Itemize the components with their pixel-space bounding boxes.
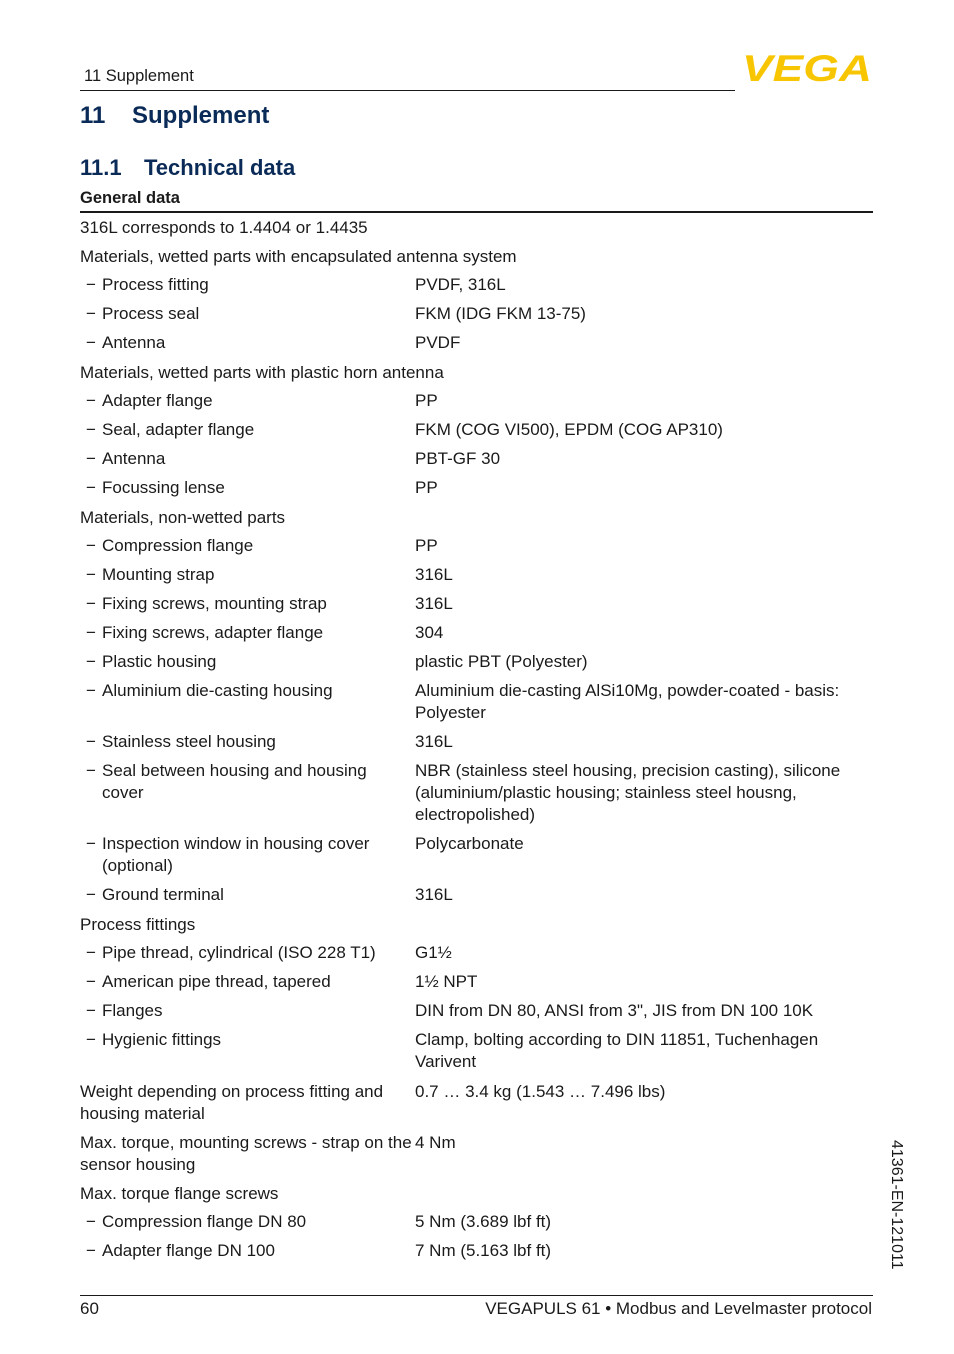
side-document-code [887,1140,907,1290]
row-label: Max. torque, mounting screws - strap on the sensor housing [80,1133,412,1174]
row-value: G1½ [415,943,452,962]
table-row [80,968,873,997]
row-value: PBT-GF 30 [415,449,501,468]
row-label [80,593,415,615]
table-group-row [80,1179,873,1208]
table-group-row [80,910,873,939]
group-label: Materials, non-wetted parts [80,508,286,527]
section-heading [80,155,295,181]
row-value: 1½ NPT [415,972,478,991]
row-value: Aluminium die-casting AlSi10Mg, powder-coated - basis: Polyester [415,681,840,722]
chapter-number: 11 [80,102,106,129]
row-label [80,1240,415,1262]
list-dash: − [86,333,96,352]
row-value: 7 Nm (5.163 lbf ft) [415,1241,552,1260]
list-dash: − [86,681,96,700]
row-label [80,332,415,354]
table-row [80,1026,873,1077]
table-row [80,590,873,619]
table-row [80,757,873,830]
table-row [80,939,873,968]
group-label: Materials, wetted parts with encapsulated antenna system [80,247,517,266]
row-label [80,884,415,906]
row-label [80,731,415,753]
row-label-text: American pipe thread, tapered [102,972,331,991]
row-label [80,971,415,993]
row-label-text: Adapter flange DN 100 [102,1241,275,1260]
row-label-text: Seal, adapter flange [102,420,255,439]
table-row [80,271,873,300]
list-dash: − [86,594,96,613]
row-label [80,651,415,673]
row-label [80,680,415,702]
row-label-text: Plastic housing [102,652,217,671]
table-row [80,1077,873,1128]
row-value: 4 Nm [415,1133,456,1152]
page-number: 60 [80,1299,99,1318]
row-label-text: Antenna [102,449,166,468]
list-dash: − [86,478,96,497]
list-dash: − [86,732,96,751]
row-value: 316L [415,594,453,613]
row-value: plastic PBT (Polyester) [415,652,588,671]
table-row [80,1237,873,1266]
row-value: 0.7 … 3.4 kg (1.543 … 7.496 lbs) [415,1082,666,1101]
running-header-text: 11 Supplement [84,67,194,85]
table-row [80,532,873,561]
row-label-text: Stainless steel housing [102,732,276,751]
table-group-row [80,358,873,387]
list-dash: − [86,565,96,584]
list-dash: − [86,652,96,671]
table-row [80,728,873,757]
footer-document-title: VEGAPULS 61 • Modbus and Levelmaster protocol [485,1299,872,1318]
row-value: Polycarbonate [415,834,524,853]
table-row [80,416,873,445]
row-label-text: Fixing screws, adapter flange [102,623,324,642]
list-dash: − [86,1001,96,1020]
chapter-title: Supplement [132,102,270,129]
list-dash: − [86,449,96,468]
table-row [80,561,873,590]
row-label-text: Aluminium die-casting housing [102,681,333,700]
row-label [80,1029,415,1051]
row-label-text: Process fitting [102,275,209,294]
table-group-row [80,213,873,242]
row-label-text: Process seal [102,304,200,323]
row-label-text: Flanges [102,1001,163,1020]
list-dash: − [86,275,96,294]
section-number: 11.1 [80,155,122,180]
row-value: 5 Nm (3.689 lbf ft) [415,1212,552,1231]
row-label [80,390,415,412]
vega-logo-text: VEGA [742,52,872,82]
row-label-text: Antenna [102,333,166,352]
row-label [80,833,415,877]
row-label [80,622,415,644]
row-value: PP [415,536,438,555]
row-label [80,942,415,964]
table-row [80,830,873,881]
row-label [80,448,415,470]
list-dash: − [86,972,96,991]
row-label-text: Ground terminal [102,885,224,904]
row-value: FKM (IDG FKM 13-75) [415,304,586,323]
row-label-text: Fixing screws, mounting strap [102,594,327,613]
row-label: Weight depending on process fitting and housing material [80,1082,384,1123]
table-row [80,648,873,677]
table-row [80,474,873,503]
row-label [80,303,415,325]
table-row [80,677,873,728]
section-title: Technical data [144,155,296,180]
row-label-text: Compression flange DN 80 [102,1212,307,1231]
table-row [80,329,873,358]
table-row [80,445,873,474]
row-value: 316L [415,565,453,584]
row-value: FKM (COG VI500), EPDM (COG AP310) [415,420,723,439]
list-dash: − [86,1241,96,1260]
row-value: 316L [415,885,453,904]
list-dash: − [86,1030,96,1049]
row-label-text: Inspection window in housing cover (optional) [102,834,370,875]
row-label-text: Mounting strap [102,565,215,584]
table-row [80,1128,873,1179]
subsection-title: General data [80,189,180,207]
row-value: PP [415,391,438,410]
row-label [80,419,415,441]
list-dash: − [86,304,96,323]
row-label-text: Seal between housing and housing cover [102,761,367,802]
row-value: Clamp, bolting according to DIN 11851, Tuchenhagen Varivent [415,1030,819,1071]
vega-logo [742,52,872,82]
list-dash: − [86,391,96,410]
row-value: 316L [415,732,453,751]
row-label [80,564,415,586]
row-label [80,1000,415,1022]
table-row [80,300,873,329]
technical-data-table [80,213,873,1266]
row-value: PP [415,478,438,497]
list-dash: − [86,834,96,853]
row-value: PVDF [415,333,461,352]
row-label-text: Hygienic fittings [102,1030,222,1049]
row-label [80,535,415,557]
row-value: 304 [415,623,444,642]
row-label [80,1211,415,1233]
group-label: 316L corresponds to 1.4404 or 1.4435 [80,218,368,237]
table-group-row [80,503,873,532]
footer-divider [80,1295,873,1296]
list-dash: − [86,885,96,904]
table-row [80,881,873,910]
table-group-row [80,242,873,271]
list-dash: − [86,536,96,555]
table-row [80,619,873,648]
row-value: PVDF, 316L [415,275,506,294]
row-value: NBR (stainless steel housing, precision casting), silicone (aluminium/plastic housing; stainless steel housng, electropolished) [415,761,841,824]
row-value: DIN from DN 80, ANSI from 3", JIS from DN 100 10K [415,1001,814,1020]
group-label: Max. torque flange screws [80,1184,279,1203]
header-divider [80,90,735,91]
row-label [80,760,415,804]
row-label [80,477,415,499]
row-label-text: Compression flange [102,536,254,555]
group-label: Materials, wetted parts with plastic horn antenna [80,363,444,382]
row-label-text: Focussing lense [102,478,225,497]
list-dash: − [86,761,96,780]
table-row [80,997,873,1026]
list-dash: − [86,623,96,642]
table-row [80,1208,873,1237]
row-label-text: Pipe thread, cylindrical (ISO 228 T1) [102,943,376,962]
row-label [80,274,415,296]
row-label-text: Adapter flange [102,391,213,410]
chapter-heading [80,102,269,130]
group-label: Process fittings [80,915,196,934]
list-dash: − [86,943,96,962]
list-dash: − [86,1212,96,1231]
list-dash: − [86,420,96,439]
document-code: 41361-EN-121011 [888,1140,905,1270]
table-row [80,387,873,416]
